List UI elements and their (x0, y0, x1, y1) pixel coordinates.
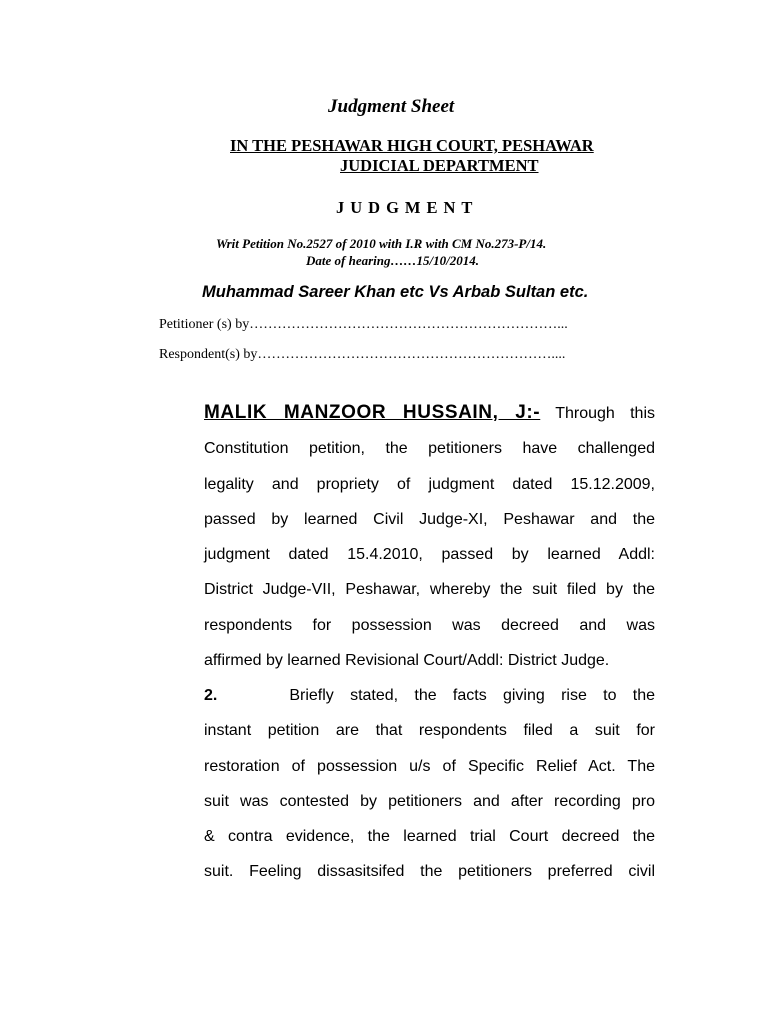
paragraph-line: passed by learned Civil Judge-XI, Peshawar and the (204, 510, 655, 528)
case-parties: Muhammad Sareer Khan etc Vs Arbab Sultan etc. (202, 283, 589, 301)
paragraph-line (204, 678, 655, 713)
paragraph-text: Briefly stated, the facts giving rise to the (289, 687, 655, 704)
writ-petition-line: Writ Petition No.2527 of 2010 with I.R with CM No.273-P/14. (216, 236, 547, 251)
paragraph-line: Constitution petition, the petitioners have challenged (204, 440, 655, 458)
petitioner-counsel-line: Petitioner (s) by…………………………………………………………... (159, 317, 568, 332)
sheet-title: Judgment Sheet (328, 96, 455, 117)
paragraph-line: District Judge-VII, Peshawar, whereby the suit filed by the (204, 581, 655, 599)
department-name: JUDICIAL DEPARTMENT (340, 156, 539, 175)
respondent-counsel-line: Respondent(s) by……………………………………………………….... (159, 347, 566, 362)
paragraph-text: Through this (555, 405, 655, 422)
paragraph-line (204, 395, 655, 431)
paragraph-line: instant petition are that respondents filed a suit for (204, 722, 655, 740)
paragraph-line: & contra evidence, the learned trial Court decreed the (204, 828, 655, 846)
court-name: IN THE PESHAWAR HIGH COURT, PESHAWAR (230, 136, 594, 155)
paragraph-1 (204, 395, 655, 678)
paragraph-line: suit was contested by petitioners and after recording pro (204, 792, 655, 810)
judgment-heading: JUDGMENT (336, 198, 479, 217)
paragraph-line: legality and propriety of judgment dated 15.12.2009, (204, 475, 655, 493)
paragraph-number: 2. (204, 687, 218, 704)
paragraph-line: judgment dated 15.4.2010, passed by learned Addl: (204, 546, 655, 564)
paragraph-line: suit. Feeling dissasitsifed the petitioners preferred civil (204, 863, 655, 881)
paragraph-line: affirmed by learned Revisional Court/Addl: District Judge. (204, 652, 610, 670)
judge-name: MALIK MANZOOR HUSSAIN, J:- (204, 402, 541, 423)
paragraph-line: restoration of possession u/s of Specific Relief Act. The (204, 757, 655, 775)
paragraph-line: respondents for possession was decreed and was (204, 616, 655, 634)
paragraph-2 (204, 678, 655, 890)
hearing-date-line: Date of hearing……15/10/2014. (306, 253, 479, 268)
